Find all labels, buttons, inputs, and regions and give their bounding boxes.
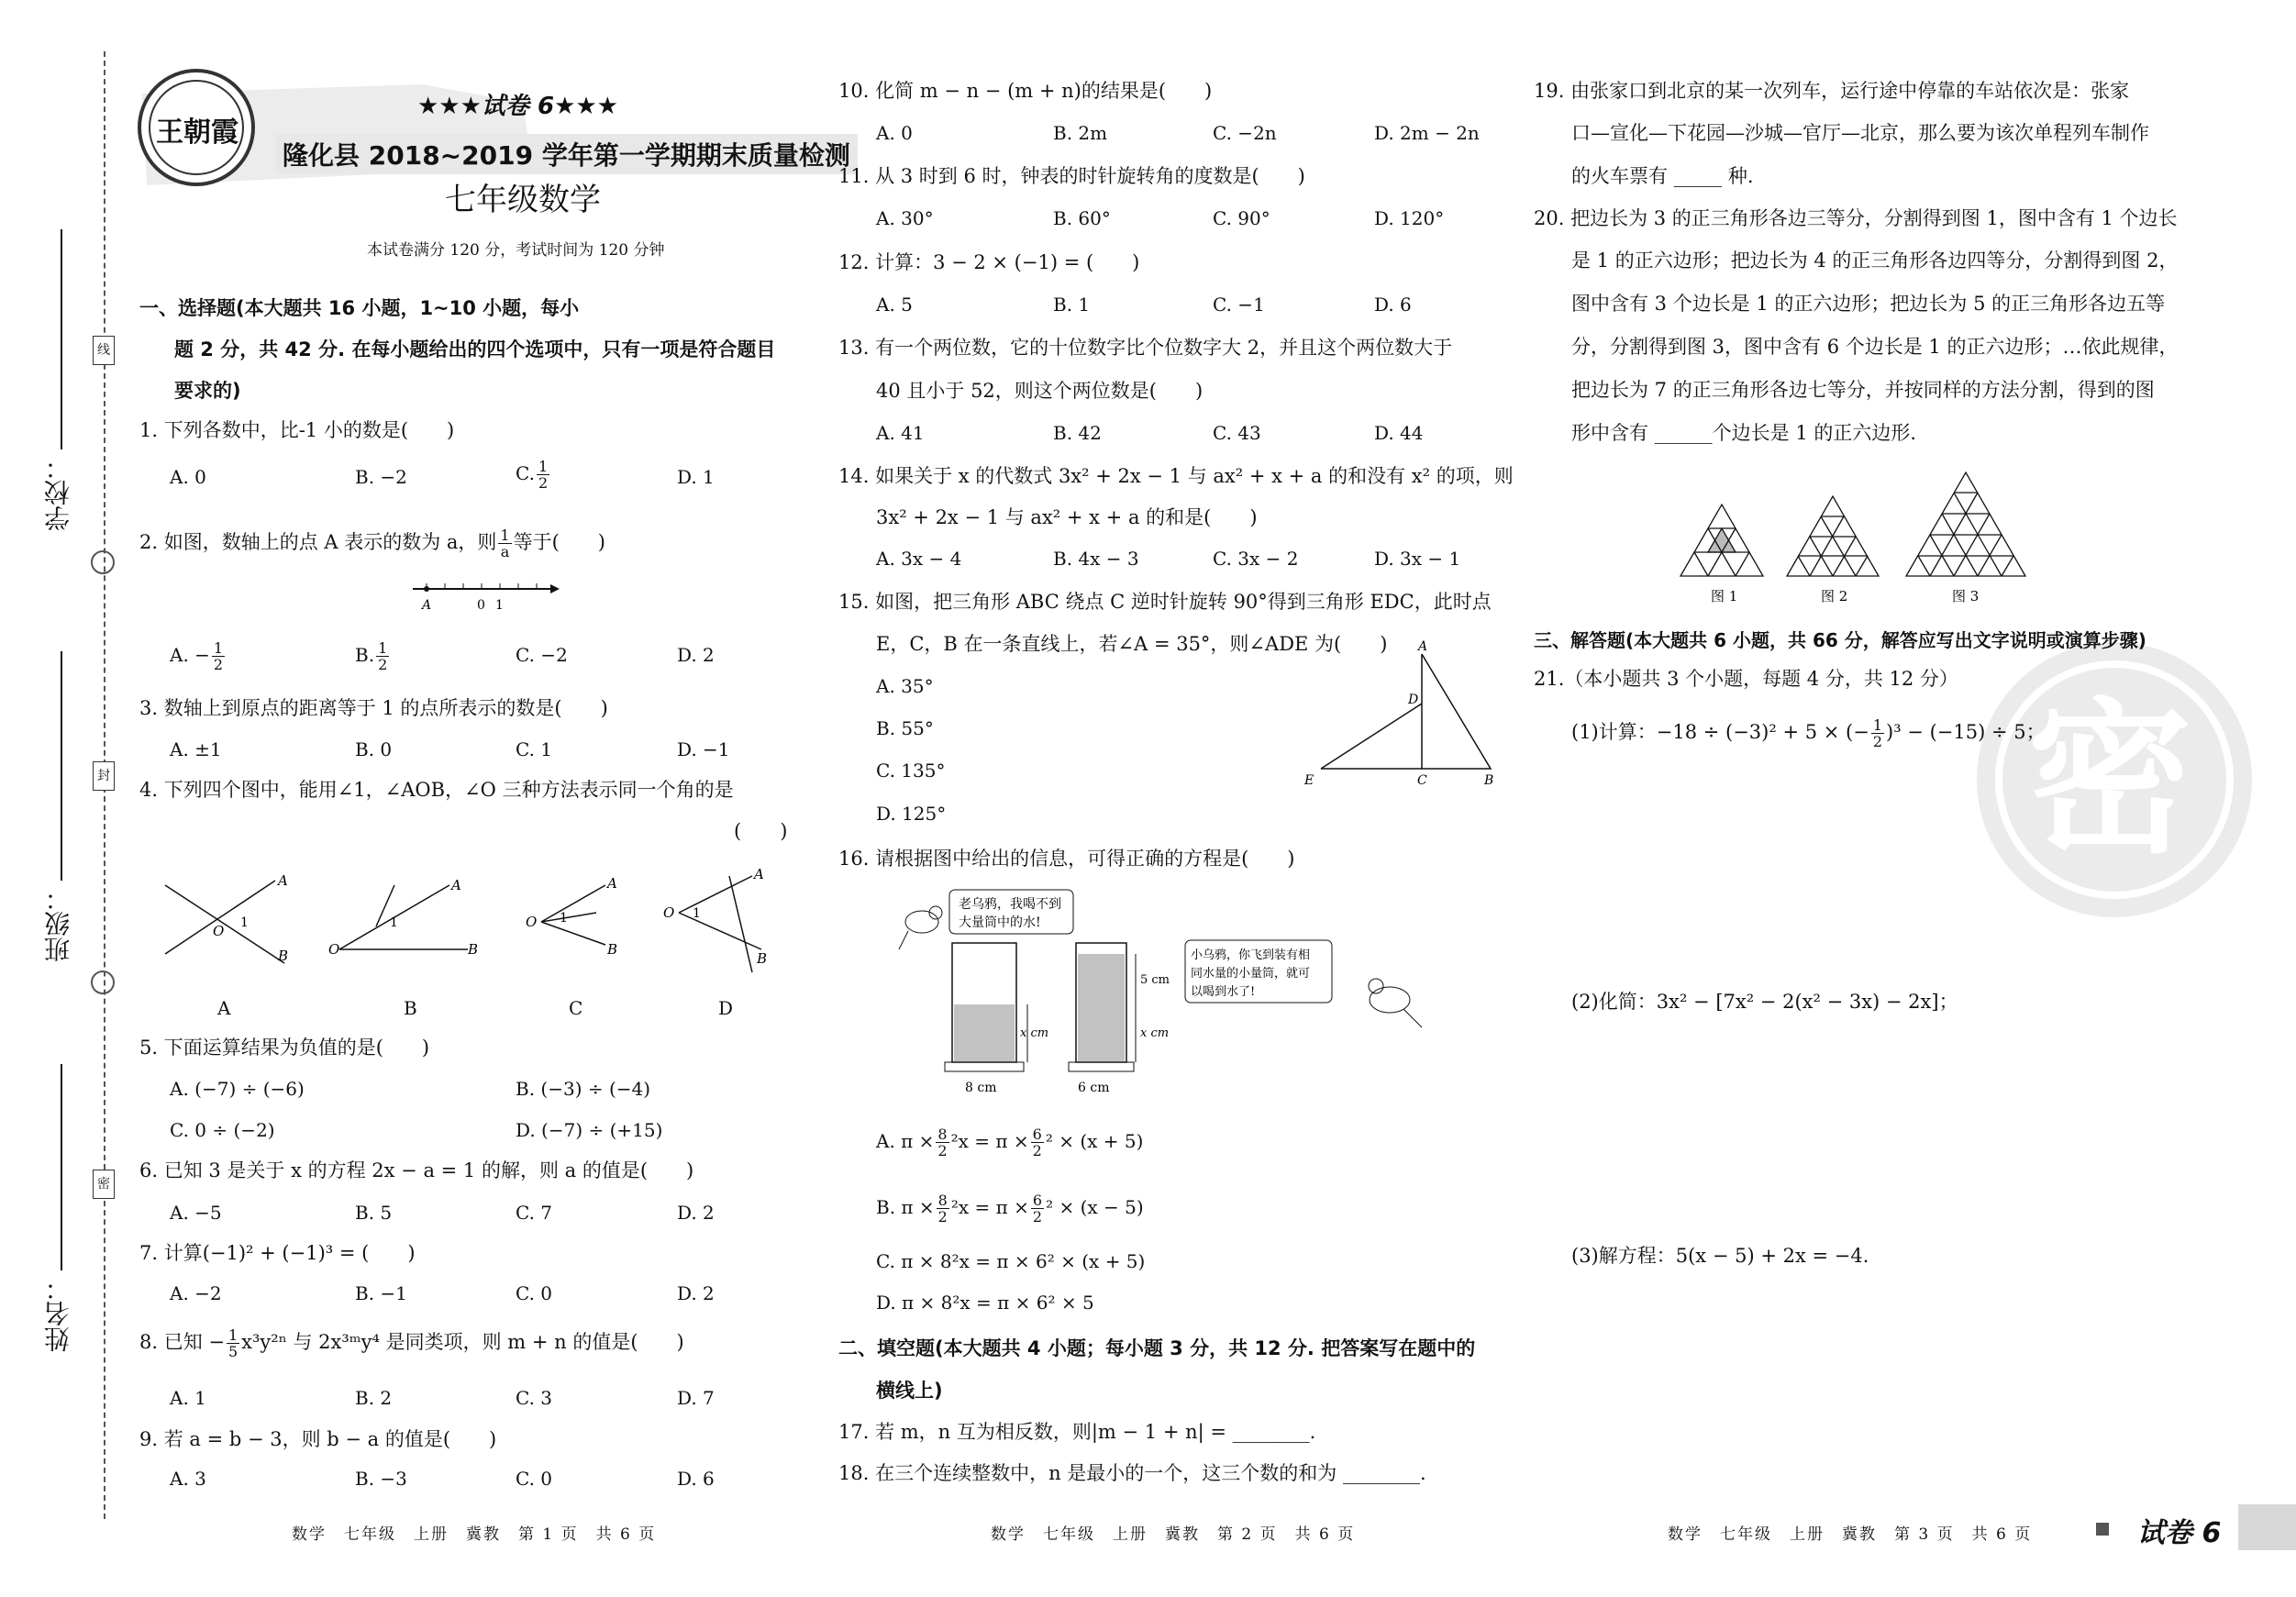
binding-mark-xian: 线 [93,336,115,365]
q6-option-a: A. −5 [170,1202,222,1224]
svg-text:A: A [754,866,764,882]
svg-text:图 3: 图 3 [1952,588,1980,604]
q21-part-1: (1)计算：−18 ÷ (−3)² + 5 × (− $\frac{1}{2}$ )³ − (−15) ÷ 5； [1571,716,2046,750]
svg-text:以喝到水了!: 以喝到水了! [1191,985,1256,999]
confidential-stamp [1977,642,2252,917]
q5-option-d: D. (−7) ÷ (+15) [516,1119,663,1141]
q2-option-a: A. − $\frac{1}{2}$ [170,639,224,673]
q2-option-d: D. 2 [677,644,715,666]
exam-note: 本试卷满分 120 分，考试时间为 120 分钟 [367,241,665,260]
footer-page-2: 数学 七年级 上册 冀教 第 2 页 共 6 页 [991,1525,1356,1544]
q3-option-c: C. 1 [516,738,553,760]
q18-text: 18. 在三个连续整数中，n 是最小的一个，这三个数的和为 ________. [838,1462,1426,1484]
q9-stem: 9. 若 a = b − 3，则 b − a 的值是( ) [139,1428,497,1450]
q15-option-a: A. 35° [876,675,934,697]
q10-option-d: D. 2m − 2n [1374,122,1480,144]
school-underline [61,229,62,449]
q9-option-d: D. 6 [677,1468,715,1490]
q20-line-4: 分，分割得到图 3，图中含有 6 个边长是 1 的正六边形；…依此规律， [1571,336,2179,358]
section3-title: 三、解答题(本大题共 6 小题，共 66 分，解答应写出文字说明或演算步骤) [1534,629,2146,651]
svg-text:A: A [278,872,288,889]
q11-option-c: C. 90° [1213,207,1270,229]
q4-label-a: A [217,997,231,1019]
svg-text:图 1: 图 1 [1711,588,1738,604]
q4-figure-a [165,872,288,964]
name-label: 姓名： [43,1275,73,1352]
svg-text:A: A [1418,639,1428,654]
q2-stem: 2. 如图，数轴上的点 A 表示的数为 a，则 $\frac{1}{a}$ 等于( ) [139,527,605,560]
q4-figure-c [526,875,617,958]
q5-stem: 5. 下面运算结果为负值的是( ) [139,1037,430,1059]
q10-stem: 10. 化简 m − n − (m + n)的结果是( ) [838,80,1213,102]
q17-text: 17. 若 m，n 互为相反数，则|m − 1 + n| = ________. [838,1421,1316,1443]
binding-seal-icon [91,550,115,574]
svg-text:老乌鸦，我喝不到: 老乌鸦，我喝不到 [959,897,1061,912]
q15-option-b: B. 55° [876,717,934,739]
q14-option-c: C. 3x − 2 [1213,548,1299,570]
svg-text:1: 1 [560,911,568,926]
q4-stem: 4. 下列四个图中，能用∠1，∠AOB，∠O 三种方法表示同一个角的是 [139,779,734,801]
q20-line-5: 把边长为 7 的正三角形各边七等分，并按同样的方法分割，得到的图 [1571,379,2155,401]
q1-stem: 1. 下列各数中，比-1 小的数是( ) [139,419,455,441]
q9-option-c: C. 0 [516,1468,553,1490]
svg-text:A: A [607,875,617,892]
q15-triangle-figure [1293,638,1504,793]
paper-tag: ★★★试卷 6★★★ [417,93,618,120]
q12-option-d: D. 6 [1374,294,1412,316]
q20-triangle-figures [1669,459,2055,610]
q5-option-a: A. (−7) ÷ (−6) [170,1078,305,1100]
svg-text:5 cm: 5 cm [1140,973,1170,987]
q20-line-3: 图中含有 3 个边长是 1 的正六边形；把边长为 5 的正三角形各边五等 [1571,293,2166,315]
footer-grey-block [2238,1504,2296,1550]
svg-text:O: O [213,923,225,939]
q4-label-d: D [718,997,734,1019]
q4-figure-d [663,866,767,972]
q7-stem: 7. 计算(−1)² + (−1)³ = ( ) [139,1242,416,1264]
q20-figure-3 [1906,472,2025,576]
q13-option-b: B. 42 [1053,422,1102,444]
q13-option-d: D. 44 [1374,422,1424,444]
section2-title-2: 横线上) [876,1380,943,1402]
q2-option-b: B. $\frac{1}{2}$ [355,639,388,673]
svg-text:B: B [607,941,618,958]
binding-mark-feng: 封 [93,761,115,791]
footer-page-3: 数学 七年级 上册 冀教 第 3 页 共 6 页 [1668,1525,2033,1544]
q15-line-1: 15. 如图，把三角形 ABC 绕点 C 逆时针旋转 90°得到三角形 EDC，此时点 [838,591,1492,613]
q21-stem: 21.（本小题共 3 个小题，每题 4 分，共 12 分） [1534,668,1958,690]
q8-option-d: D. 7 [677,1387,715,1409]
section1-title-2: 题 2 分，共 42 分. 在每小题给出的四个选项中，只有一项是符合题目 [174,338,776,360]
q12-option-c: C. −1 [1213,294,1265,316]
q16-option-b: B. π × $\frac{8}{2}$ ²x = π × $\frac{6}{2}$ ² × (x − 5) [876,1192,1144,1225]
binding-seal-icon [91,970,115,994]
svg-text:E: E [1304,773,1314,788]
q19-line-1: 19. 由张家口到北京的某一次列车，运行途中停靠的车站依次是：张家 [1534,80,2130,102]
q16-option-a: A. π × $\frac{8}{2}$ ²x = π × $\frac{6}{2}$ ² × (x + 5) [876,1126,1144,1159]
footer-square-icon [2096,1523,2109,1536]
q15-line-2: E，C，B 在一条直线上，若∠A = 35°，则∠ADE 为( ) [876,633,1388,655]
q20-line-1: 20. 把边长为 3 的正三角形各边三等分，分割得到图 1，图中含有 1 个边长 [1534,207,2178,229]
q12-stem: 12. 计算：3 − 2 × (−1) = ( ) [838,251,1140,273]
q1-option-d: D. 1 [677,466,715,488]
q19-line-2: 口—宣化—下花园—沙城—官厅—北京，那么要为该次单程列车制作 [1571,122,2149,144]
q13-line-2: 40 且小于 52，则这个两位数是( ) [876,380,1203,402]
svg-text:1: 1 [693,906,701,921]
subject-title: 七年级数学 [445,182,601,218]
q20-line-2: 是 1 的正六边形；把边长为 4 的正三角形各边四等分，分割得到图 2， [1571,250,2179,272]
q15-option-d: D. 125° [876,803,947,825]
q8-option-a: A. 1 [170,1387,206,1409]
q14-line-2: 3x² + 2x − 1 与 ax² + x + a 的和是( ) [876,506,1258,528]
crow-icon [1369,979,1422,1027]
svg-text:x cm: x cm [1140,1026,1170,1040]
q14-option-d: D. 3x − 1 [1374,548,1461,570]
stamp-text: 密 [2027,682,2193,876]
q6-option-b: B. 5 [355,1202,393,1224]
svg-text:A: A [451,877,461,893]
q3-stem: 3. 数轴上到原点的距离等于 1 的点所表示的数是( ) [139,697,608,719]
q1-option-a: A. 0 [170,466,206,488]
q8-option-b: B. 2 [355,1387,393,1409]
q16-option-d: D. π × 8²x = π × 6² × 5 [876,1292,1094,1314]
logo-text: 王朝霞 [156,116,238,149]
exam-title: 隆化县 2018~2019 学年第一学期期末质量检测 [275,134,858,174]
q11-option-d: D. 120° [1374,207,1445,229]
q7-option-d: D. 2 [677,1282,715,1304]
q19-line-3: 的火车票有 _____ 种. [1571,165,1754,187]
q16-cylinder-figure [881,881,1449,1101]
svg-text:C: C [1417,773,1427,788]
q15-option-c: C. 135° [876,760,946,782]
q20-figure-1 [1680,505,1763,576]
q3-option-d: D. −1 [677,738,730,760]
q11-stem: 11. 从 3 时到 6 时，钟表的时针旋转角的度数是( ) [838,165,1305,187]
q2-axis-a: A [422,598,432,613]
q16-stem: 16. 请根据图中给出的信息，可得正确的方程是( ) [838,848,1295,870]
svg-text:O: O [526,914,538,930]
svg-text:B: B [278,948,289,964]
q10-option-c: C. −2n [1213,122,1277,144]
svg-text:大量筒中的水!: 大量筒中的水! [959,915,1041,930]
q11-option-a: A. 30° [876,207,934,229]
q21-part-2: (2)化简：3x² − [7x² − 2(x² − 3x) − 2x]； [1571,991,1958,1013]
q4-figures [156,862,780,981]
binding-mark-mi: 密 [93,1170,115,1199]
q3-option-b: B. 0 [355,738,393,760]
svg-text:6 cm: 6 cm [1078,1081,1110,1095]
svg-text:O: O [663,904,675,921]
footer-paper-tag: 试卷 6 [2137,1517,2222,1549]
svg-text:O: O [328,941,340,958]
q12-option-b: B. 1 [1053,294,1091,316]
svg-text:同水量的小量筒，就可: 同水量的小量筒，就可 [1191,967,1311,981]
q9-option-a: A. 3 [170,1468,206,1490]
section1-title-3: 要求的) [174,380,241,402]
q6-stem: 6. 已知 3 是关于 x 的方程 2x − a = 1 的解，则 a 的值是( ) [139,1159,694,1181]
crow-icon [899,906,942,949]
q1-option-b: B. −2 [355,466,407,488]
q10-option-b: B. 2m [1053,122,1108,144]
q20-line-6: 形中含有 ______个边长是 1 的正六边形. [1571,422,1917,444]
q3-option-a: A. ±1 [170,738,222,760]
q2-number-line [404,576,560,616]
q21-part-3: (3)解方程：5(x − 5) + 2x = −4. [1571,1245,1869,1267]
q5-option-b: B. (−3) ÷ (−4) [516,1078,651,1100]
q4-label-b: B [404,997,417,1019]
q14-option-b: B. 4x − 3 [1053,548,1139,570]
q5-option-c: C. 0 ÷ (−2) [170,1119,275,1141]
svg-text:B: B [1484,773,1494,788]
footer-page-1: 数学 七年级 上册 冀教 第 1 页 共 6 页 [292,1525,657,1544]
q16-option-c: C. π × 8²x = π × 6² × (x + 5) [876,1250,1146,1272]
q7-option-c: C. 0 [516,1282,553,1304]
svg-text:1: 1 [390,915,398,930]
q8-stem: 8. 已知 − $\frac{1}{5}$ x³y²ⁿ 与 2x³ᵐy⁴ 是同类项，则 m + n 的值是( ) [139,1326,684,1360]
q2-option-c: C. −2 [516,644,568,666]
section1-title-1: 一、选择题(本大题共 16 小题，1~10 小题，每小 [139,297,580,319]
svg-text:图 2: 图 2 [1821,588,1848,604]
section2-title-1: 二、填空题(本大题共 4 小题；每小题 3 分，共 12 分. 把答案写在题中的 [838,1337,1476,1359]
q13-line-1: 13. 有一个两位数，它的十位数字比个位数字大 2，并且这个两位数大于 [838,337,1453,359]
svg-text:B: B [757,950,768,967]
svg-text:8 cm: 8 cm [965,1081,997,1095]
svg-text:D: D [1408,693,1419,707]
q1-option-c: C. $\frac{1}{2}$ [516,458,549,492]
q6-option-d: D. 2 [677,1202,715,1224]
svg-text:B: B [468,941,479,958]
logo-icon [138,69,255,186]
q2-axis-1: 1 [495,598,504,613]
school-label: 学校： [43,454,73,531]
q7-option-a: A. −2 [170,1282,222,1304]
q13-option-c: C. 43 [1213,422,1261,444]
class-label: 班级： [43,885,73,962]
q14-line-1: 14. 如果关于 x 的代数式 3x² + 2x − 1 与 ax² + x + a 的和没有 x² 的项，则 [838,465,1514,487]
q10-option-a: A. 0 [876,122,913,144]
q6-option-c: C. 7 [516,1202,553,1224]
name-underline [61,1064,62,1270]
svg-text:x cm: x cm [1020,1026,1049,1040]
q4-paren: ( ) [734,820,788,842]
q4-label-c: C [569,997,583,1019]
svg-text:1: 1 [240,915,249,930]
q12-option-a: A. 5 [876,294,913,316]
q2-axis-0: 0 [477,598,485,613]
q4-figure-b [328,877,478,958]
q20-figure-2 [1787,496,1879,576]
q13-option-a: A. 41 [876,422,925,444]
q11-option-b: B. 60° [1053,207,1111,229]
q8-option-c: C. 3 [516,1387,553,1409]
q7-option-b: B. −1 [355,1282,407,1304]
q9-option-b: B. −3 [355,1468,407,1490]
q14-option-a: A. 3x − 4 [876,548,962,570]
class-underline [61,651,62,881]
svg-text:小乌鸦，你飞到装有相: 小乌鸦，你飞到装有相 [1191,948,1311,962]
